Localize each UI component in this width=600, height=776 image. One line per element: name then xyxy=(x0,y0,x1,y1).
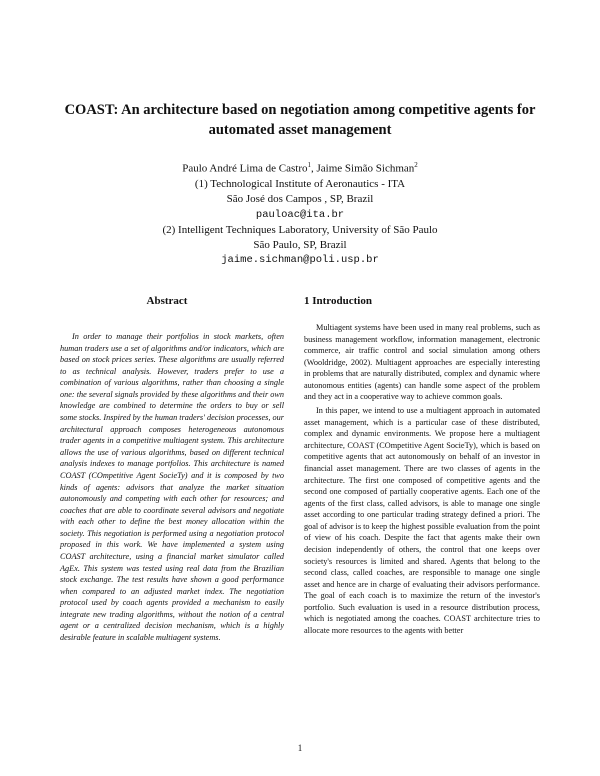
affiliation-1: (1) Technological Institute of Aeronautics - ITA xyxy=(194,177,406,190)
abstract-heading: Abstract xyxy=(146,295,188,307)
author-block xyxy=(60,158,540,269)
author-2-affil-mark: 2 xyxy=(414,161,418,169)
introduction-body xyxy=(304,322,540,639)
author-1-email: pauloac@ita.br xyxy=(255,208,345,221)
introduction-heading: 1 Introduction xyxy=(304,295,372,307)
intro-paragraph-2: In this paper, we intend to use a multiagent approach in automated asset management, which is a particular case of these distributed, complex and dynamic environments. We propose here a multiagent architecture, COAST (COmpetitive Agent SocieTy), which is based on competitive agents that act autonomously on behalf of an investor in financial asset management. There are two classes of agents in the architecture. The first one composed of competitive agents and the second one composed of partially cooperative agents. Each one of the agents of the first class, called advisors, is able to manage one single asset according to one particular trading strategy defined a priori. The goal of advisor is to keep the highest possible evaluation from the point of view of his coach. Despite the fact that agents make their own decision independently of others, the control that one keeps over society's resources is limited and shared. Agents that belong to the second class, called coaches, are responsible to manage one single asset and hence are in charge of evaluating their advisors performance. The goal of each coach is to maximize the return of the investor's portfolio. Such evaluation is used in a resource distribution process, which is negotiated among the coaches. COAST architecture tries to allocate more resources to the agents with better xyxy=(304,406,540,636)
abstract-paragraph: In order to manage their portfolios in stock markets, often human traders use a set of algorithms and/or indicators, which are based on stock prices series. These algorithms are usually referred to as technical analysis. However, traders prefer to use a combination of various algorithms, rather than choosing a single one: the several signals provided by these algorithms and their own knowledge are combined to determine the orders to buy or sell some stocks. Inspired by the human traders' decision processes, our architectural approach composes heterogeneous autonomous trader agents in a competitive multiagent system. This architecture allows the use of various algorithms, based on different technical analysis indexes to manage portfolios. This architecture is named COAST (COmpetitive Agent SocieTy) and it is composed by two kinds of agents: advisors that analyze the market situation autonomously and competing with each other for resources; and coaches that are able to coordinate several advisors and negotiate with each other to define the best money allocation within the society. This negotiation is performed using a negotiation protocol proposed in this work. We have implemented a system using COAST architecture, using a financial market simulator called AgEx. This system was tested using real data from the Brazilian stock exchange. The test results have shown a good performance when compared to an adjusted market index. The negotiation protocol used by coach agents provided a mechanism to easily integrate new trading algorithms, without the notion of a central agent or a centralized decision mechanism, which is a highly desirable feature in scalable multiagent systems. xyxy=(60,332,284,643)
author-1-name: Paulo André Lima de Castro xyxy=(182,162,308,175)
author-2-email: jaime.sichman@poli.usp.br xyxy=(221,254,379,267)
intro-paragraph-1: Multiagent systems have been used in many real problems, such as business management workflow, information management, electronic commerce, air traffic control and social simulation among others (Wooldridge, 2002). Multiagent approaches are especially interesting in problems that are naturally distributed, complex and dynamic where autonomous entities (agents) can handle some aspect of the problem and they act in a cooperative way to achieve common goals. xyxy=(304,323,540,402)
abstract-body xyxy=(60,331,284,644)
affiliation-2: (2) Intelligent Techniques Laboratory, University of São Paulo xyxy=(162,223,438,236)
author-2-name: , Jaime Simão Sichman xyxy=(311,162,415,175)
page-number: 1 xyxy=(297,743,303,753)
affiliation-1-location: São José dos Campos , SP, Brazil xyxy=(226,193,374,206)
author-1-affil-mark: 1 xyxy=(307,161,311,169)
paper-title: COAST: An architecture based on negotiation among competitive agents for automated asset management xyxy=(64,102,536,138)
author-names xyxy=(60,158,540,177)
affiliation-2-location: São Paulo, SP, Brazil xyxy=(253,239,347,252)
